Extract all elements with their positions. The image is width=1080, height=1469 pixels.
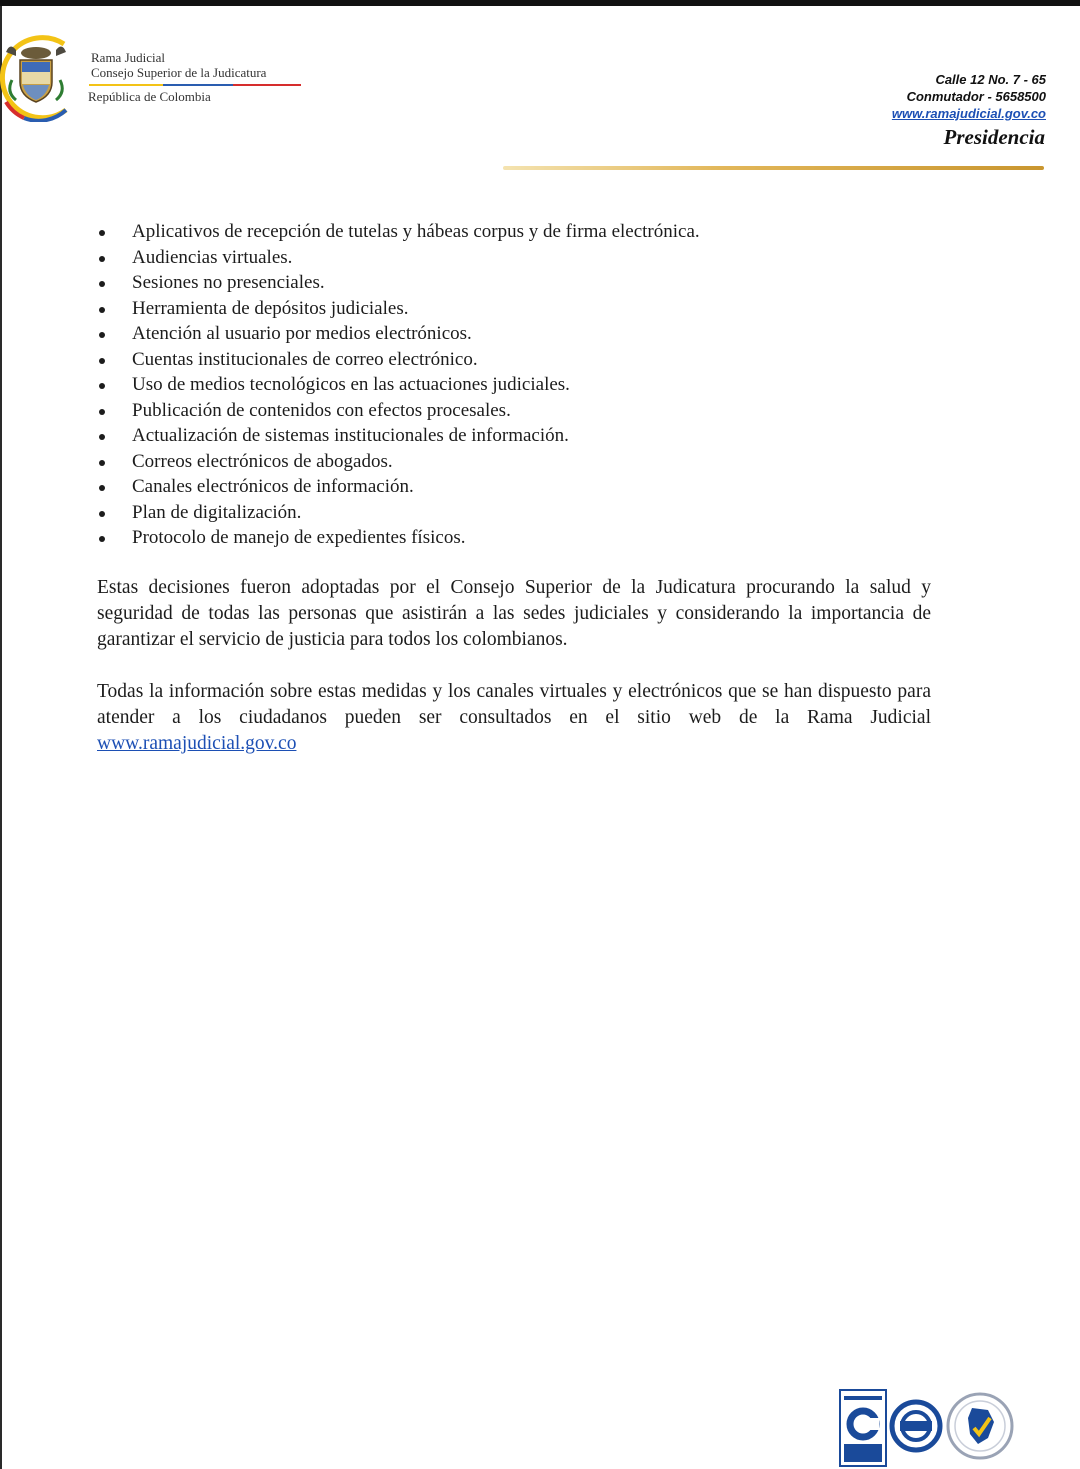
phone: Conmutador - 5658500 bbox=[906, 89, 1046, 104]
org-country: República de Colombia bbox=[88, 89, 211, 104]
list-item: Sesiones no presenciales. bbox=[97, 270, 700, 296]
left-border bbox=[0, 6, 2, 1469]
header-divider bbox=[503, 166, 1044, 170]
list-item: Uso de medios tecnológicos en las actuaciones judiciales. bbox=[97, 372, 700, 398]
bullet-icon bbox=[99, 383, 105, 389]
measures-list bbox=[97, 219, 700, 551]
bullet-icon bbox=[99, 434, 105, 440]
list-item: Publicación de contenidos con efectos procesales. bbox=[97, 398, 700, 424]
list-item: Protocolo de manejo de expedientes físicos. bbox=[97, 525, 700, 551]
colombia-map-seal-icon bbox=[948, 1394, 1012, 1458]
bullet-icon bbox=[99, 256, 105, 262]
address: Calle 12 No. 7 - 65 bbox=[935, 72, 1046, 87]
bullet-icon bbox=[99, 230, 105, 236]
list-item: Correos electrónicos de abogados. bbox=[97, 449, 700, 475]
bullet-icon bbox=[99, 460, 105, 466]
rama-judicial-link[interactable]: www.ramajudicial.gov.co bbox=[97, 733, 297, 754]
bullet-icon bbox=[99, 409, 105, 415]
bullet-icon bbox=[99, 358, 105, 364]
bullet-icon bbox=[99, 332, 105, 338]
certification-logos bbox=[838, 1388, 1018, 1468]
list-item: Actualización de sistemas institucionales de información. bbox=[97, 423, 700, 449]
icontec-certification-icon bbox=[840, 1390, 886, 1466]
office-title: Presidencia bbox=[943, 125, 1045, 149]
list-item: Audiencias virtuales. bbox=[97, 245, 700, 271]
org-council: Consejo Superior de la Judicatura bbox=[91, 65, 267, 80]
list-item: Atención al usuario por medios electrónicos. bbox=[97, 321, 700, 347]
list-item: Plan de digitalización. bbox=[97, 500, 700, 526]
iqnet-certification-icon bbox=[892, 1402, 940, 1450]
org-name: Rama Judicial bbox=[91, 50, 166, 65]
bullet-icon bbox=[99, 307, 105, 313]
paragraph-information: Todas la información sobre estas medidas y los canales virtuales y electrónicos que se han dispuesto para atender a los ciudadanos pueden ser consultados en el sitio web de la Rama Judicial www.ramajudicial.gov.co bbox=[97, 681, 931, 754]
bullet-icon bbox=[99, 511, 105, 517]
bullet-icon bbox=[99, 281, 105, 287]
coat-of-arms-icon bbox=[0, 30, 80, 122]
website-link[interactable]: www.ramajudicial.gov.co bbox=[891, 106, 1046, 121]
list-item: Herramienta de depósitos judiciales. bbox=[97, 296, 700, 322]
organization-block bbox=[88, 50, 301, 104]
list-item: Aplicativos de recepción de tutelas y hábeas corpus y de firma electrónica. bbox=[97, 219, 700, 245]
flag-rule bbox=[89, 84, 301, 86]
top-border bbox=[0, 0, 1080, 6]
list-item: Cuentas institucionales de correo electrónico. bbox=[97, 347, 700, 373]
contact-block bbox=[892, 71, 1046, 122]
paragraph-decisions: Estas decisiones fueron adoptadas por el Consejo Superior de la Judicatura procurando la salud y seguridad de todas las personas que asistirán a las sedes judiciales y considerando la importancia de garantizar el servicio de justicia para todos los colombianos. bbox=[97, 577, 931, 650]
bullet-icon bbox=[99, 536, 105, 542]
list-item: Canales electrónicos de información. bbox=[97, 474, 700, 500]
bullet-icon bbox=[99, 485, 105, 491]
